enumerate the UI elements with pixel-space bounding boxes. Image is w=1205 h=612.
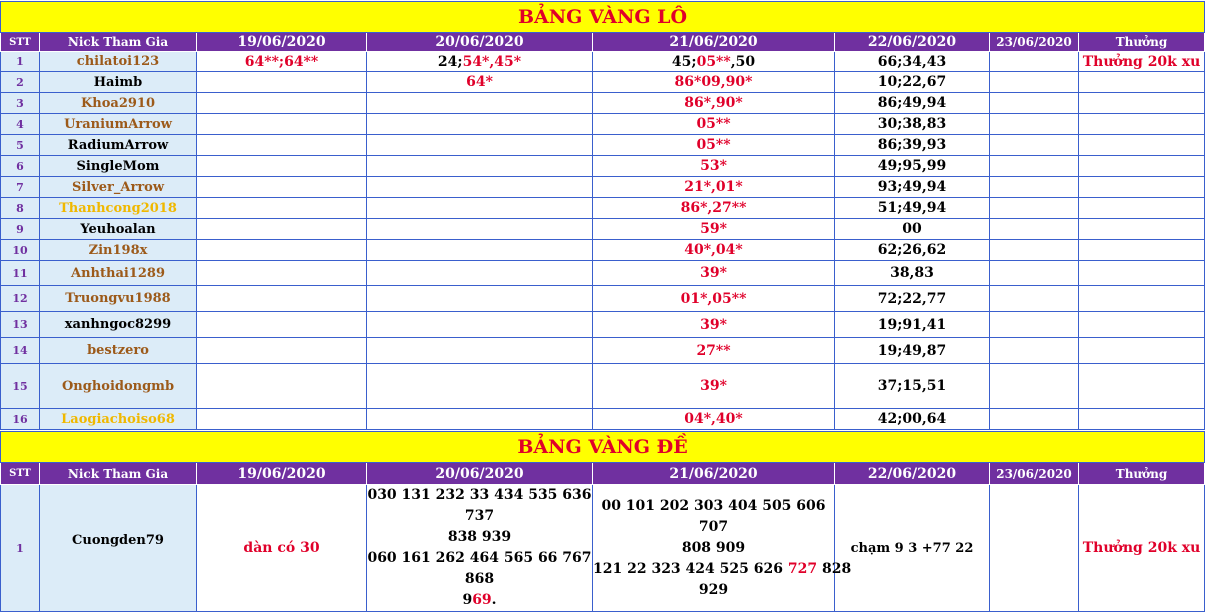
day-3-cell xyxy=(593,52,835,72)
day-3-cell: 39* xyxy=(593,312,835,338)
table-row xyxy=(1,156,1205,177)
table-row xyxy=(1,52,1205,72)
reward-cell xyxy=(1079,338,1205,364)
table-row xyxy=(1,338,1205,364)
player-nick: RadiumArrow xyxy=(40,135,197,156)
reward-cell: Thưởng 20k xu xyxy=(1079,52,1205,72)
reward-cell xyxy=(1079,198,1205,219)
day-5-cell xyxy=(990,156,1079,177)
de-day-3-line: 929 xyxy=(698,581,729,598)
de-day-4: chạm 9 3 +77 22 xyxy=(835,485,990,612)
header-date-4: 22/06/2020 xyxy=(835,463,990,485)
header-date-3: 21/06/2020 xyxy=(593,463,835,485)
day-3-cell: 59* xyxy=(593,219,835,240)
day-3-cell: 04*,40* xyxy=(593,409,835,430)
text-part: 05** xyxy=(696,53,731,70)
player-nick: Truongvu1988 xyxy=(40,286,197,312)
day-5-cell xyxy=(990,198,1079,219)
text-part-highlight: 727 xyxy=(787,560,818,577)
reward-cell xyxy=(1079,364,1205,409)
reward-cell xyxy=(1079,93,1205,114)
text-part: 86* xyxy=(674,74,702,90)
de-day-2-line: 030 131 232 33 434 535 636 737 xyxy=(367,487,592,524)
day-5-cell xyxy=(990,240,1079,261)
day-2-cell xyxy=(367,177,593,198)
de-day-1: dàn có 30 xyxy=(197,485,367,612)
text-part: 121 22 323 424 525 626 xyxy=(593,560,788,577)
table-row xyxy=(1,286,1205,312)
header-date-1: 19/06/2020 xyxy=(197,33,367,52)
player-nick: UraniumArrow xyxy=(40,114,197,135)
day-2-cell xyxy=(367,135,593,156)
player-nick: Zin198x xyxy=(40,240,197,261)
row-stt: 8 xyxy=(1,198,40,219)
table-row xyxy=(1,261,1205,286)
player-nick: chilatoi123 xyxy=(40,52,197,72)
de-table xyxy=(0,431,1205,612)
reward-cell xyxy=(1079,219,1205,240)
day-1-cell xyxy=(197,286,367,312)
day-5-cell xyxy=(990,93,1079,114)
day-5-cell xyxy=(990,219,1079,240)
header-stt: STT xyxy=(1,33,40,52)
day-4-cell: 30;38,83 xyxy=(835,114,990,135)
lo-table xyxy=(0,1,1205,430)
reward-cell xyxy=(1079,177,1205,198)
de-day-3-line: 808 909 xyxy=(681,539,746,556)
day-1-cell xyxy=(197,261,367,286)
de-day-2-line: 838 939 xyxy=(447,529,512,545)
reward-cell xyxy=(1079,135,1205,156)
day-5-cell xyxy=(990,286,1079,312)
day-4-cell: 42;00,64 xyxy=(835,409,990,430)
de-title: BẢNG VÀNG ĐỀ xyxy=(1,432,1205,463)
table-row xyxy=(1,219,1205,240)
day-4-cell: 37;15,51 xyxy=(835,364,990,409)
day-2-cell xyxy=(367,219,593,240)
day-2-cell xyxy=(367,286,593,312)
header-date-4: 22/06/2020 xyxy=(835,33,990,52)
day-3-cell: 53* xyxy=(593,156,835,177)
day-3-cell: 01*,05** xyxy=(593,286,835,312)
day-4-cell: 86;49,94 xyxy=(835,93,990,114)
day-5-cell xyxy=(990,312,1079,338)
text-part: 828 xyxy=(817,560,852,577)
table-row xyxy=(1,198,1205,219)
player-nick: Thanhcong2018 xyxy=(40,198,197,219)
text-part: ,50 xyxy=(730,53,756,70)
header-reward: Thưởng xyxy=(1079,463,1205,485)
player-nick: Anhthai1289 xyxy=(40,261,197,286)
day-3-cell: 39* xyxy=(593,261,835,286)
player-nick: Laogiachoiso68 xyxy=(40,409,197,430)
row-stt: 15 xyxy=(1,364,40,409)
day-1-cell xyxy=(197,409,367,430)
day-4-cell: 66;34,43 xyxy=(835,52,990,72)
player-nick: Onghoidongmb xyxy=(40,364,197,409)
table-row xyxy=(1,240,1205,261)
day-4-cell: 51;49,94 xyxy=(835,198,990,219)
player-nick: Yeuhoalan xyxy=(40,219,197,240)
row-stt: 2 xyxy=(1,72,40,93)
row-stt: 4 xyxy=(1,114,40,135)
day-1-cell xyxy=(197,72,367,93)
day-4-cell: 19;91,41 xyxy=(835,312,990,338)
day-5-cell xyxy=(990,72,1079,93)
day-5-cell xyxy=(990,409,1079,430)
day-3-cell: 27** xyxy=(593,338,835,364)
table-row xyxy=(1,114,1205,135)
day-5-cell xyxy=(990,135,1079,156)
day-2-cell xyxy=(367,156,593,177)
header-date-3: 21/06/2020 xyxy=(593,33,835,52)
day-2-cell xyxy=(367,312,593,338)
text-part: 24; xyxy=(437,53,463,70)
row-stt: 1 xyxy=(1,52,40,72)
row-stt: 16 xyxy=(1,409,40,430)
header-nick: Nick Tham Gia xyxy=(40,33,197,52)
day-1-cell xyxy=(197,312,367,338)
day-5-cell xyxy=(990,338,1079,364)
day-3-cell: 05** xyxy=(593,114,835,135)
table-row xyxy=(1,135,1205,156)
day-2-cell xyxy=(367,93,593,114)
day-3-cell: 86*,27** xyxy=(593,198,835,219)
day-1-cell xyxy=(197,177,367,198)
day-3-cell: 86*,90* xyxy=(593,93,835,114)
header-date-1: 19/06/2020 xyxy=(197,463,367,485)
text-part: 9 xyxy=(462,592,473,608)
player-nick: SingleMom xyxy=(40,156,197,177)
table-row xyxy=(1,409,1205,430)
day-1-cell xyxy=(197,93,367,114)
day-4-cell: 62;26,62 xyxy=(835,240,990,261)
text-part: 09,90* xyxy=(701,74,753,90)
reward-cell xyxy=(1079,409,1205,430)
day-2-cell xyxy=(367,409,593,430)
reward-cell xyxy=(1079,114,1205,135)
day-2-cell: 64* xyxy=(367,72,593,93)
day-2-cell xyxy=(367,114,593,135)
row-stt: 9 xyxy=(1,219,40,240)
player-nick: Cuongden79 xyxy=(40,485,197,612)
day-5-cell xyxy=(990,177,1079,198)
de-day-5 xyxy=(990,485,1079,612)
player-nick: bestzero xyxy=(40,338,197,364)
de-day-3-line: 00 101 202 303 404 505 606 707 xyxy=(601,497,826,535)
day-1-cell xyxy=(197,364,367,409)
day-3-cell: 40*,04* xyxy=(593,240,835,261)
day-3-cell: 21*,01* xyxy=(593,177,835,198)
table-row xyxy=(1,312,1205,338)
reward-cell xyxy=(1079,312,1205,338)
row-stt: 12 xyxy=(1,286,40,312)
day-5-cell xyxy=(990,364,1079,409)
player-nick: Khoa2910 xyxy=(40,93,197,114)
reward-cell xyxy=(1079,156,1205,177)
player-nick: xanhngoc8299 xyxy=(40,312,197,338)
text-part-highlight: 69 xyxy=(472,592,492,608)
day-1-cell xyxy=(197,198,367,219)
table-row xyxy=(1,177,1205,198)
day-5-cell xyxy=(990,114,1079,135)
day-4-cell: 86;39,93 xyxy=(835,135,990,156)
day-1-cell xyxy=(197,135,367,156)
header-stt: STT xyxy=(1,463,40,485)
row-stt: 10 xyxy=(1,240,40,261)
day-2-cell xyxy=(367,364,593,409)
day-2-cell xyxy=(367,261,593,286)
day-5-cell xyxy=(990,261,1079,286)
day-1-cell xyxy=(197,240,367,261)
day-3-cell: 05** xyxy=(593,135,835,156)
lo-title: BẢNG VÀNG LÔ xyxy=(1,2,1205,33)
header-date-5: 23/06/2020 xyxy=(990,33,1079,52)
row-stt: 14 xyxy=(1,338,40,364)
table-row xyxy=(1,72,1205,93)
text-part: 45; xyxy=(671,53,697,70)
day-4-cell: 10;22,67 xyxy=(835,72,990,93)
de-day-2 xyxy=(367,485,593,612)
day-5-cell xyxy=(990,52,1079,72)
de-day-2-line: 060 161 262 464 565 66 767 868 xyxy=(367,550,592,587)
day-3-cell: 39* xyxy=(593,364,835,409)
reward-cell xyxy=(1079,261,1205,286)
header-nick: Nick Tham Gia xyxy=(40,463,197,485)
reward-cell xyxy=(1079,286,1205,312)
table-row xyxy=(1,485,1205,612)
table-row xyxy=(1,364,1205,409)
row-stt: 3 xyxy=(1,93,40,114)
de-day-2-line xyxy=(367,590,592,611)
reward-cell xyxy=(1079,72,1205,93)
row-stt: 11 xyxy=(1,261,40,286)
text-part: 54*,45* xyxy=(462,53,522,70)
day-1-cell xyxy=(197,114,367,135)
player-nick: Silver_Arrow xyxy=(40,177,197,198)
text-part: . xyxy=(491,592,497,608)
row-stt: 6 xyxy=(1,156,40,177)
table-row xyxy=(1,93,1205,114)
reward-cell xyxy=(1079,240,1205,261)
header-reward: Thưởng xyxy=(1079,33,1205,52)
row-stt: 1 xyxy=(1,485,40,612)
header-date-5: 23/06/2020 xyxy=(990,463,1079,485)
header-date-2: 20/06/2020 xyxy=(367,463,593,485)
row-stt: 7 xyxy=(1,177,40,198)
player-nick: Haimb xyxy=(40,72,197,93)
day-1-cell xyxy=(197,338,367,364)
day-2-cell xyxy=(367,198,593,219)
de-day-3-line xyxy=(593,559,852,580)
day-4-cell: 38,83 xyxy=(835,261,990,286)
reward-cell: Thưởng 20k xu xyxy=(1079,485,1205,612)
day-1-cell xyxy=(197,156,367,177)
day-1-cell xyxy=(197,219,367,240)
de-day-3 xyxy=(593,485,852,612)
row-stt: 5 xyxy=(1,135,40,156)
header-date-2: 20/06/2020 xyxy=(367,33,593,52)
day-2-cell xyxy=(367,338,593,364)
day-4-cell: 93;49,94 xyxy=(835,177,990,198)
day-4-cell: 19;49,87 xyxy=(835,338,990,364)
day-2-cell xyxy=(367,240,593,261)
day-2-cell xyxy=(367,52,593,72)
day-4-cell: 49;95,99 xyxy=(835,156,990,177)
day-3-cell xyxy=(593,72,835,93)
day-4-cell: 72;22,77 xyxy=(835,286,990,312)
day-4-cell: 00 xyxy=(835,219,990,240)
row-stt: 13 xyxy=(1,312,40,338)
day-1-cell: 64**;64** xyxy=(197,52,367,72)
